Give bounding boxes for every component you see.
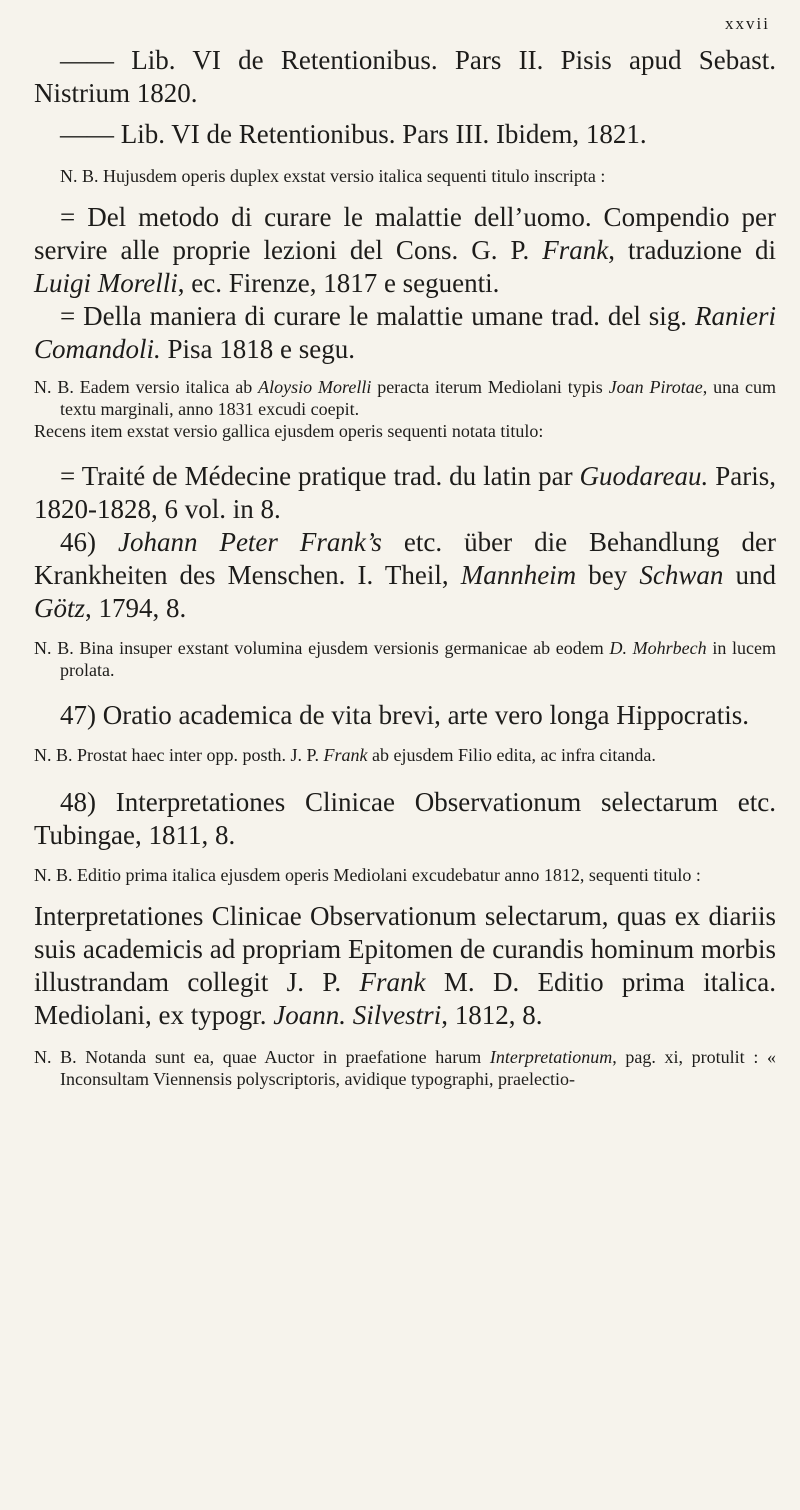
entry-traite-medecine: = Traité de Médecine pratique trad. du latin par Guodareau. Paris, 1820-1828, 6 vol. in 8. (34, 461, 776, 524)
entry-interpretationes-title: Interpretationes Clinicae Observationum selectarum, quas ex diariis suis academicis ad propriam Epitomen de curandis hominum morbis illustrandam collegit J. P. Frank M. D. Editio prima italica. Mediolani, ex typogr. Joann. Silvestri, 1812, 8. (34, 901, 776, 1030)
note-prostat: N. B. Prostat haec inter opp. posth. J. P. Frank ab ejusdem Filio edita, ac infra citanda. (34, 745, 656, 765)
entry-48: 48) Interpretationes Clinicae Observationum selectarum etc. Tubingae, 1811, 8. (34, 787, 776, 850)
note-notanda: N. B. Notanda sunt ea, quae Auctor in praefatione harum Interpretationum, pag. xi, protulit : « Inconsultam Viennensis polyscriptoris, avidique typographi, praelectio- (34, 1047, 776, 1089)
entry-del-metodo: = Del metodo di curare le malattie dell’uomo. Compendio per servire alle proprie lezioni del Cons. G. P. Frank, traduzione di Luigi Morelli, ec. Firenze, 1817 e seguenti. (34, 202, 776, 298)
page-number: xxvii (725, 14, 770, 33)
note-duplex-versio: N. B. Hujusdem operis duplex exstat versio italica sequenti titulo inscripta : (60, 166, 606, 186)
note-editio-prima: N. B. Editio prima italica ejusdem operis Mediolani excudebatur anno 1812, sequenti titulo : (34, 865, 701, 885)
note-versio-gallica: Recens item exstat versio gallica ejusdem operis sequenti notata titulo: (34, 421, 544, 441)
entry-della-maniera: = Della maniera di curare le malattie umane trad. del sig. Ranieri Comandoli. Pisa 1818 e segu. (34, 301, 776, 364)
entry-lib-vi-pars-iii: —— Lib. VI de Retentionibus. Pars III. Ibidem, 1821. (60, 119, 647, 149)
entry-47: 47) Oratio academica de vita brevi, arte vero longa Hippocratis. (60, 700, 749, 730)
page-body (34, 44, 776, 1090)
entry-lib-vi-pars-ii: —— Lib. VI de Retentionibus. Pars II. Pisis apud Sebast. Nistrium 1820. (34, 45, 776, 108)
note-bina-volumina: N. B. Bina insuper exstant volumina ejusdem versionis germanicae ab eodem D. Mohrbech in lucem prolata. (34, 638, 777, 680)
entry-46: 46) Johann Peter Frank’s etc. über die Behandlung der Krankheiten des Menschen. I. Theil, Mannheim bey Schwan und Götz, 1794, 8. (34, 527, 777, 623)
note-versio-italica: N. B. Eadem versio italica ab Aloysio Morelli peracta iterum Mediolani typis Joan Pirotae, una cum textu marginali, anno 1831 excudi coepit. (34, 377, 776, 419)
